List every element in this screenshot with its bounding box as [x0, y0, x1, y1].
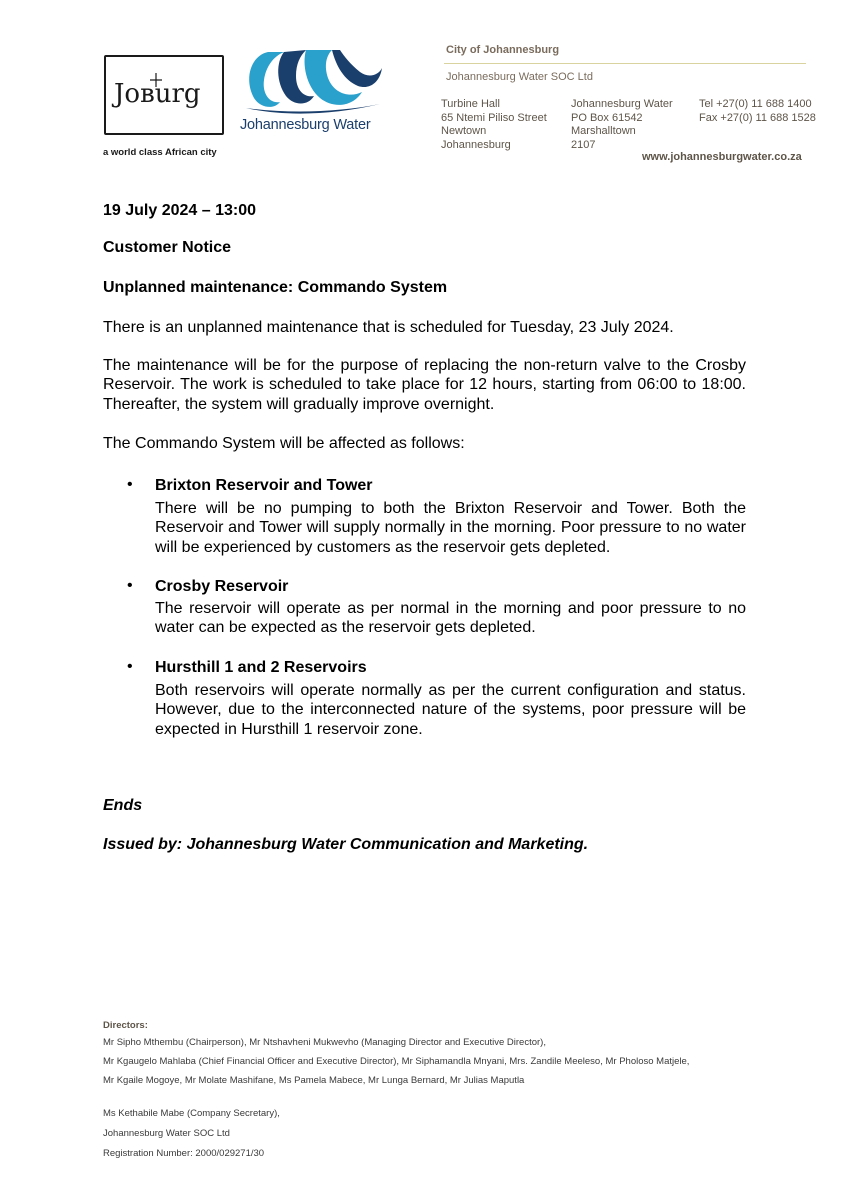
notice-date: 19 July 2024 – 13:00 — [103, 202, 257, 219]
address-line: 65 Ntemi Piliso Street — [441, 111, 547, 124]
joburg-tagline: a world class African city — [103, 147, 217, 158]
address-line: Turbine Hall — [441, 98, 500, 110]
directors-label: Directors: — [103, 1020, 148, 1031]
joburg-logo — [104, 55, 224, 135]
affected-item-heading: Crosby Reservoir — [155, 578, 289, 595]
affected-item-heading: Hursthill 1 and 2 Reservoirs — [155, 659, 367, 676]
city-name: City of Johannesburg — [446, 44, 560, 56]
address-line: PO Box 61542 — [571, 111, 643, 124]
company-secretary-block — [103, 1104, 280, 1164]
fax-number: Fax +27(0) 11 688 1528 — [699, 111, 816, 124]
header-divider — [444, 63, 806, 64]
secretary-line: Ms Kethabile Mabe (Company Secretary), — [103, 1108, 280, 1119]
directors-line: Mr Kgaile Mogoye, Mr Molate Mashifane, Ms Pamela Mabece, Mr Lunga Bernard, Mr Julias Maputla — [103, 1075, 525, 1086]
affected-item-description: There will be no pumping to both the Brixton Reservoir and Tower. Both the Reservoir and Tower will supply normally in the morning. Poor pressure to no water will be experienced by customers as the reservoir gets depleted. — [155, 500, 746, 556]
affected-intro-paragraph: The Commando System will be affected as follows: — [103, 435, 465, 452]
johannesburg-water-wave-logo — [240, 46, 390, 118]
issued-by: Issued by: Johannesburg Water Communication and Marketing. — [103, 836, 589, 853]
joburg-logo-text: Joʙurg — [114, 79, 201, 109]
affected-item-heading: Brixton Reservoir and Tower — [155, 477, 373, 494]
address-line: Newtown — [441, 125, 487, 137]
address-line: Marshalltown — [571, 125, 636, 137]
address-line: Johannesburg — [441, 138, 511, 151]
ends-marker: Ends — [103, 797, 143, 814]
bullet-icon: • — [127, 577, 133, 594]
directors-line: Mr Sipho Mthembu (Chairperson), Mr Ntshavheni Mukwevho (Managing Director and Executive Director), — [103, 1037, 546, 1048]
telephone-number: Tel +27(0) 11 688 1400 — [699, 98, 812, 110]
bullet-icon: • — [127, 476, 133, 493]
notice-type: Customer Notice — [103, 239, 232, 256]
bullet-icon: • — [127, 658, 133, 675]
physical-address — [441, 98, 547, 152]
directors-line: Mr Kgaugelo Mahlaba (Chief Financial Officer and Executive Director), Mr Siphamandla Mnyani, Mrs. Zandile Meeleso, Mr Pholoso Matjele, — [103, 1056, 690, 1067]
postal-address — [571, 98, 673, 152]
secretary-line: Johannesburg Water SOC Ltd — [103, 1128, 230, 1139]
website-link[interactable]: www.johannesburgwater.co.za — [642, 151, 802, 163]
directors-list — [103, 1033, 689, 1090]
intro-paragraph: There is an unplanned maintenance that is scheduled for Tuesday, 23 July 2024. — [103, 319, 674, 336]
contact-numbers — [699, 98, 816, 125]
registration-number: Registration Number: 2000/029271/30 — [103, 1148, 265, 1159]
address-line: 2107 — [571, 138, 596, 151]
johannesburg-water-logo-text: Johannesburg Water — [240, 117, 371, 133]
affected-item-description: The reservoir will operate as per normal in the morning and poor pressure to no water can be expected as the reservoir gets depleted. — [155, 600, 746, 637]
affected-item-description: Both reservoirs will operate normally as per the current configuration and status. However, due to the interconnected nature of the systems, poor pressure will be expected in Hursthill 1 reservoir zone. — [155, 682, 746, 738]
address-line: Johannesburg Water — [571, 98, 673, 110]
purpose-paragraph: The maintenance will be for the purpose of replacing the non-return valve to the Crosby Reservoir. The work is scheduled to take place for 12 hours, starting from 06:00 to 18:00. Thereafter, the system will gradually improve overnight. — [103, 357, 746, 413]
company-name: Johannesburg Water SOC Ltd — [446, 71, 593, 83]
notice-subject: Unplanned maintenance: Commando System — [103, 279, 448, 296]
